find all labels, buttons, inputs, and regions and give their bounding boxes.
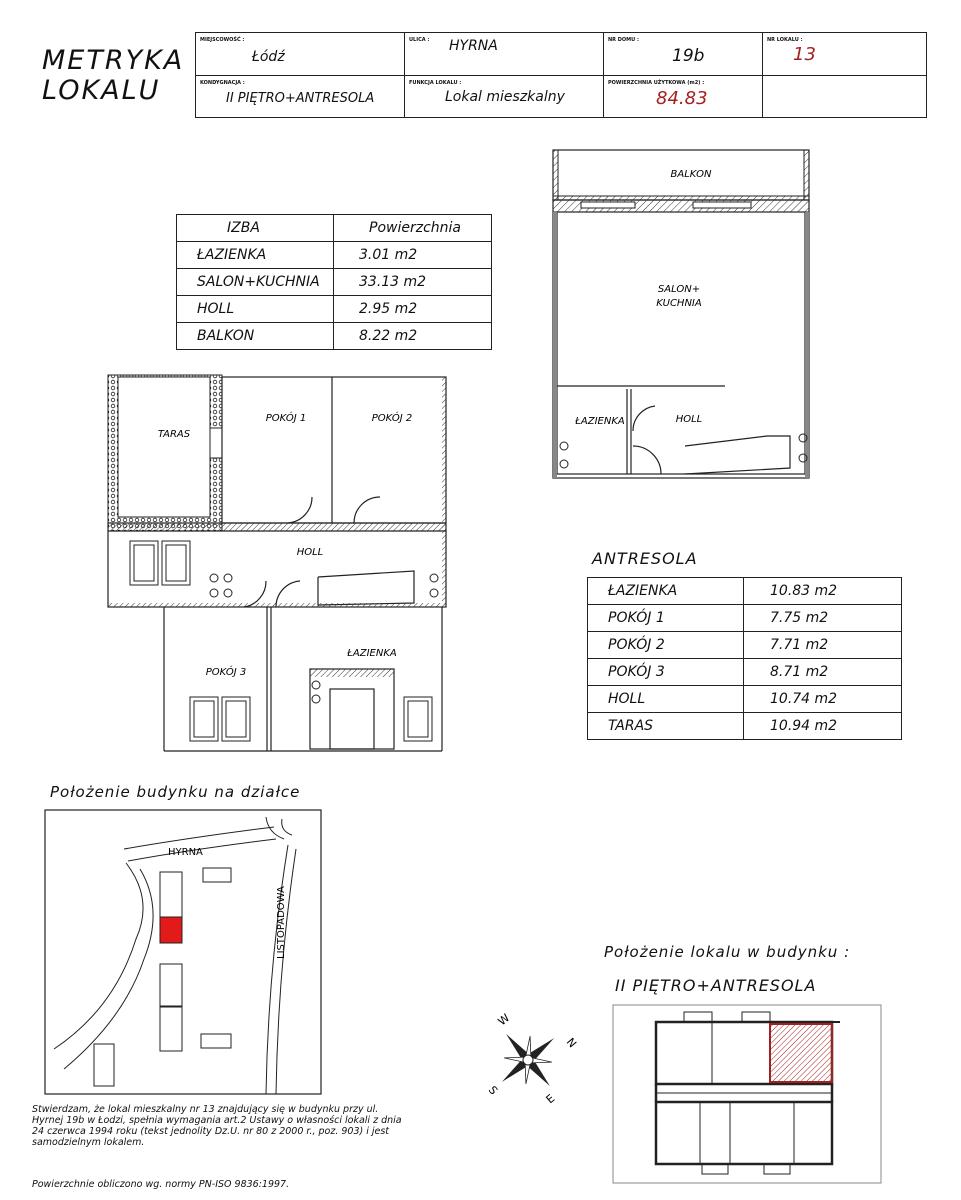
lower-floor-plan	[104, 373, 450, 755]
salon-label-2: KUCHNIA	[656, 298, 702, 309]
table-row: POKÓJ 1 7.75 m2	[588, 605, 902, 632]
title-line-2: LOKALU	[42, 75, 161, 106]
table-row: BALKON 8.22 m2	[177, 323, 492, 350]
taras-label: TARAS	[157, 429, 191, 440]
kondygnacja-value: II PIĘTRO+ANTRESOLA	[226, 91, 375, 106]
powierzchnia-value: 84.83	[656, 88, 708, 109]
salon-label-1: SALON+	[657, 284, 701, 295]
lazienka-label: ŁAZIENKA	[575, 416, 625, 427]
table-row: HOLL 10.74 m2	[588, 686, 902, 713]
document-title	[42, 46, 184, 106]
unit-highlight	[770, 1024, 832, 1082]
lazienka-lower-label: ŁAZIENKA	[347, 648, 397, 659]
nr-lokalu-value: 13	[793, 44, 816, 65]
ulica-value: HYRNA	[449, 38, 498, 54]
header-divider	[762, 75, 927, 76]
cell-powierzchnia: POWIERZCHNIA UŻYTKOWA (m2) : 84.83	[604, 76, 763, 118]
pokoj1-label: POKÓJ 1	[265, 413, 307, 424]
site-caption: Położenie budynku na działce	[50, 783, 301, 801]
antresola-table	[587, 577, 902, 740]
location-level: II PIĘTRO+ANTRESOLA	[615, 976, 817, 995]
cell-miejscowosc: MIEJSCOWOŚĆ : Łódź	[196, 33, 405, 76]
site-plan	[44, 809, 322, 1095]
compass-icon	[480, 1008, 580, 1106]
cell-nr-domu: NR DOMU : 19b	[604, 33, 763, 76]
street-hyrna: HYRNA	[168, 847, 203, 858]
statement-text: Stwierdzam, że lokal mieszkalny nr 13 znajdujący się w budynku przy ul. Hyrnej 19b w Łodzi, spełnia wymagania art.2 Ustawy o własności lokali z dnia 24 czerwca 1994 roku (tekst jednolity Dz.U. nr 80 z 2000 r., poz. 903) i jest samodzielnym lokalem.	[32, 1104, 402, 1148]
table-row: ŁAZIENKA 3.01 m2	[177, 242, 492, 269]
table-row: SALON+KUCHNIA 33.13 m2	[177, 269, 492, 296]
street-listopadowa: LISTOPADOWA	[276, 886, 287, 959]
miejscowosc-value: Łódź	[252, 49, 285, 65]
rooms-table	[176, 214, 492, 350]
building-highlight	[160, 917, 182, 943]
table-row: HOLL 2.95 m2	[177, 296, 492, 323]
cell-ulica: ULICA : HYRNA	[405, 33, 604, 76]
compass-s: S	[485, 1083, 501, 1098]
holl-label: HOLL	[675, 414, 703, 425]
table-header-row: IZBA Powierzchnia	[177, 215, 492, 242]
balkon-label: BALKON	[670, 169, 712, 180]
norm-text: Powierzchnie obliczono wg. normy PN-ISO 9836:1997.	[32, 1179, 290, 1190]
location-caption: Położenie lokalu w budynku :	[604, 943, 851, 961]
table-row: TARAS 10.94 m2	[588, 713, 902, 740]
upper-floor-plan	[545, 146, 817, 484]
holl-lower-label: HOLL	[296, 547, 324, 558]
cell-kondygnacja: KONDYGNACJA : II PIĘTRO+ANTRESOLA	[196, 76, 405, 118]
compass-e: E	[543, 1091, 558, 1106]
cell-funkcja: FUNKCJA LOKALU : Lokal mieszkalny	[405, 76, 604, 118]
pokoj3-label: POKÓJ 3	[205, 667, 247, 678]
table-row: POKÓJ 2 7.71 m2	[588, 632, 902, 659]
compass-n: N	[563, 1035, 579, 1051]
funkcja-value: Lokal mieszkalny	[445, 89, 565, 105]
table-row: POKÓJ 3 8.71 m2	[588, 659, 902, 686]
pokoj2-label: POKÓJ 2	[371, 413, 413, 424]
title-line-1: METRYKA	[42, 45, 185, 76]
table-row: ŁAZIENKA 10.83 m2	[588, 578, 902, 605]
antresola-title: ANTRESOLA	[592, 549, 698, 568]
building-location-plan	[612, 1004, 882, 1184]
compass-w: W	[495, 1011, 513, 1029]
nr-domu-value: 19b	[672, 46, 705, 66]
cell-nr-lokalu: NR LOKALU : 13	[763, 33, 927, 76]
